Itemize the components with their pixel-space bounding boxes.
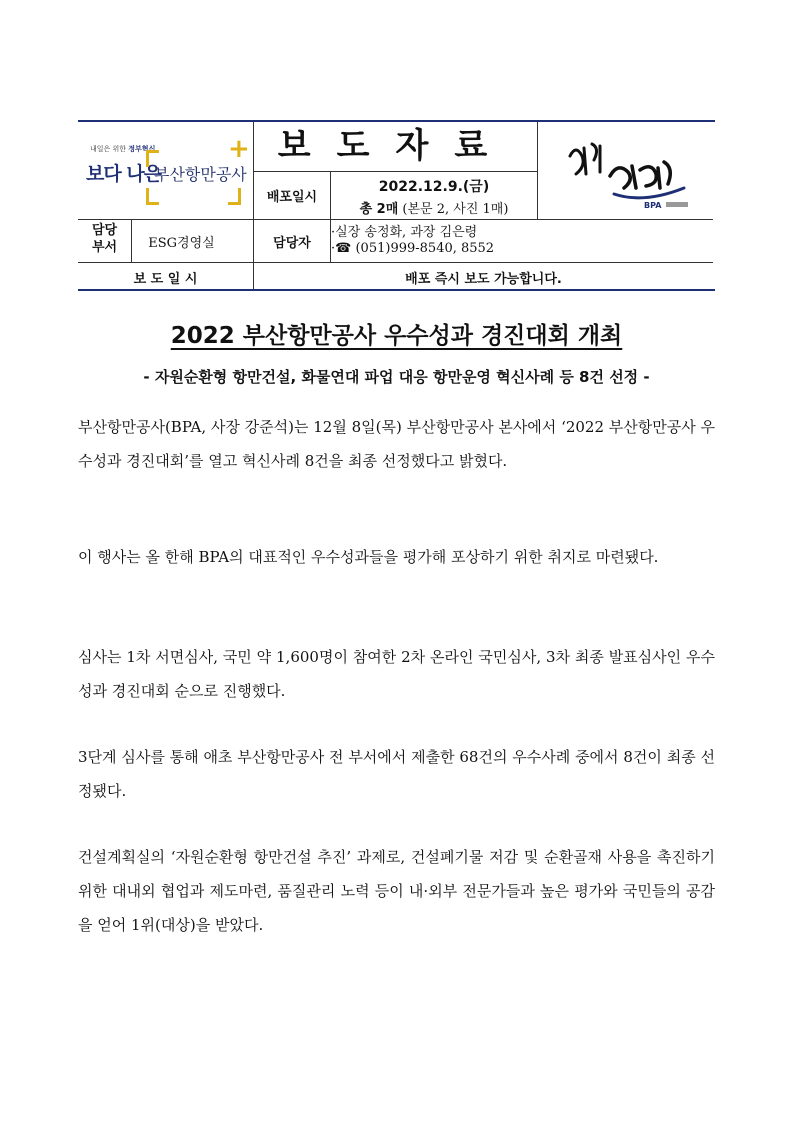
department: ESG경영실 bbox=[148, 236, 215, 251]
logo-bracket bbox=[228, 188, 241, 205]
distribution-date-label: 배포일시 bbox=[266, 190, 318, 205]
contact-names: ·실장 송정화, 과장 김은령 bbox=[331, 225, 478, 240]
logo-slogan: 내일은 위한 정부혁신 bbox=[90, 145, 156, 153]
logo-main-text: 보다 나은 bbox=[86, 163, 162, 185]
divider bbox=[253, 171, 537, 172]
busan-port-campaign-logo bbox=[540, 126, 712, 216]
article-paragraph: 건설계획실의 ‘자원순환형 항만건설 추진’ 과제로, 건설폐기물 저감 및 순환골재 사용을 촉진하기 위한 대내외 협업과 제도마련, 품질관리 노력 등이 내·외부 전문가들과 높은 평가와 국민들의 공감을 얻어 1위(대상)을 받았다. bbox=[78, 848, 715, 934]
article-paragraph: 3단계 심사를 통해 애초 부산항만공사 전 부서에서 제출한 68건의 우수사례 중에서 8건이 최종 선정됐다. bbox=[78, 748, 715, 800]
contact-phone-line: ·☎ (051)999-8540, 8552 bbox=[331, 241, 495, 256]
divider bbox=[537, 122, 538, 219]
article-paragraph: 이 행사는 올 한해 BPA의 대표적인 우수성과들을 평가해 포상하기 위한 취지로 마련됐다. bbox=[78, 548, 659, 566]
page-count: 총 2매 (본문 2, 사진 1매) bbox=[359, 202, 509, 217]
divider bbox=[78, 219, 713, 220]
divider bbox=[78, 262, 713, 263]
document-title: 보도자료 bbox=[277, 126, 514, 166]
distribution-date: 2022.12.9.(금) bbox=[378, 179, 490, 195]
plus-icon: + bbox=[228, 134, 250, 164]
phone-icon: ☎ bbox=[335, 241, 352, 256]
release-time-label: 보 도 일 시 bbox=[133, 272, 198, 287]
article-headline: 2022 부산항만공사 우수성과 경진대회 개최 bbox=[170, 323, 623, 349]
press-release-header-table bbox=[78, 120, 715, 291]
logo-bracket bbox=[146, 188, 159, 205]
article-paragraph: 부산항만공사(BPA, 사장 강준석)는 12월 8일(목) 부산항만공사 본사에서 ‘2022 부산항만공사 우수성과 경진대회’를 열고 혁신사례 8건을 최종 선정했다고 밝혔다. bbox=[78, 418, 715, 470]
bpa-mark: BPA bbox=[644, 201, 662, 210]
logo-org-name: 부산항만공사 bbox=[154, 165, 247, 184]
article-subheadline: - 자원순환형 항만건설, 화물연대 파업 대응 항만운영 혁신사례 등 8건 선정 - bbox=[143, 368, 650, 386]
bpa-logo bbox=[78, 122, 253, 219]
article-paragraph: 심사는 1차 서면심사, 국민 약 1,600명이 참여한 2차 온라인 국민심사, 3차 최종 발표심사인 우수성과 경진대회 순으로 진행했다. bbox=[78, 648, 715, 700]
release-time-value: 배포 즉시 보도 가능합니다. bbox=[405, 272, 562, 287]
dept-label: 담당 부서 bbox=[91, 223, 118, 255]
contact-label: 담당자 bbox=[273, 236, 311, 251]
